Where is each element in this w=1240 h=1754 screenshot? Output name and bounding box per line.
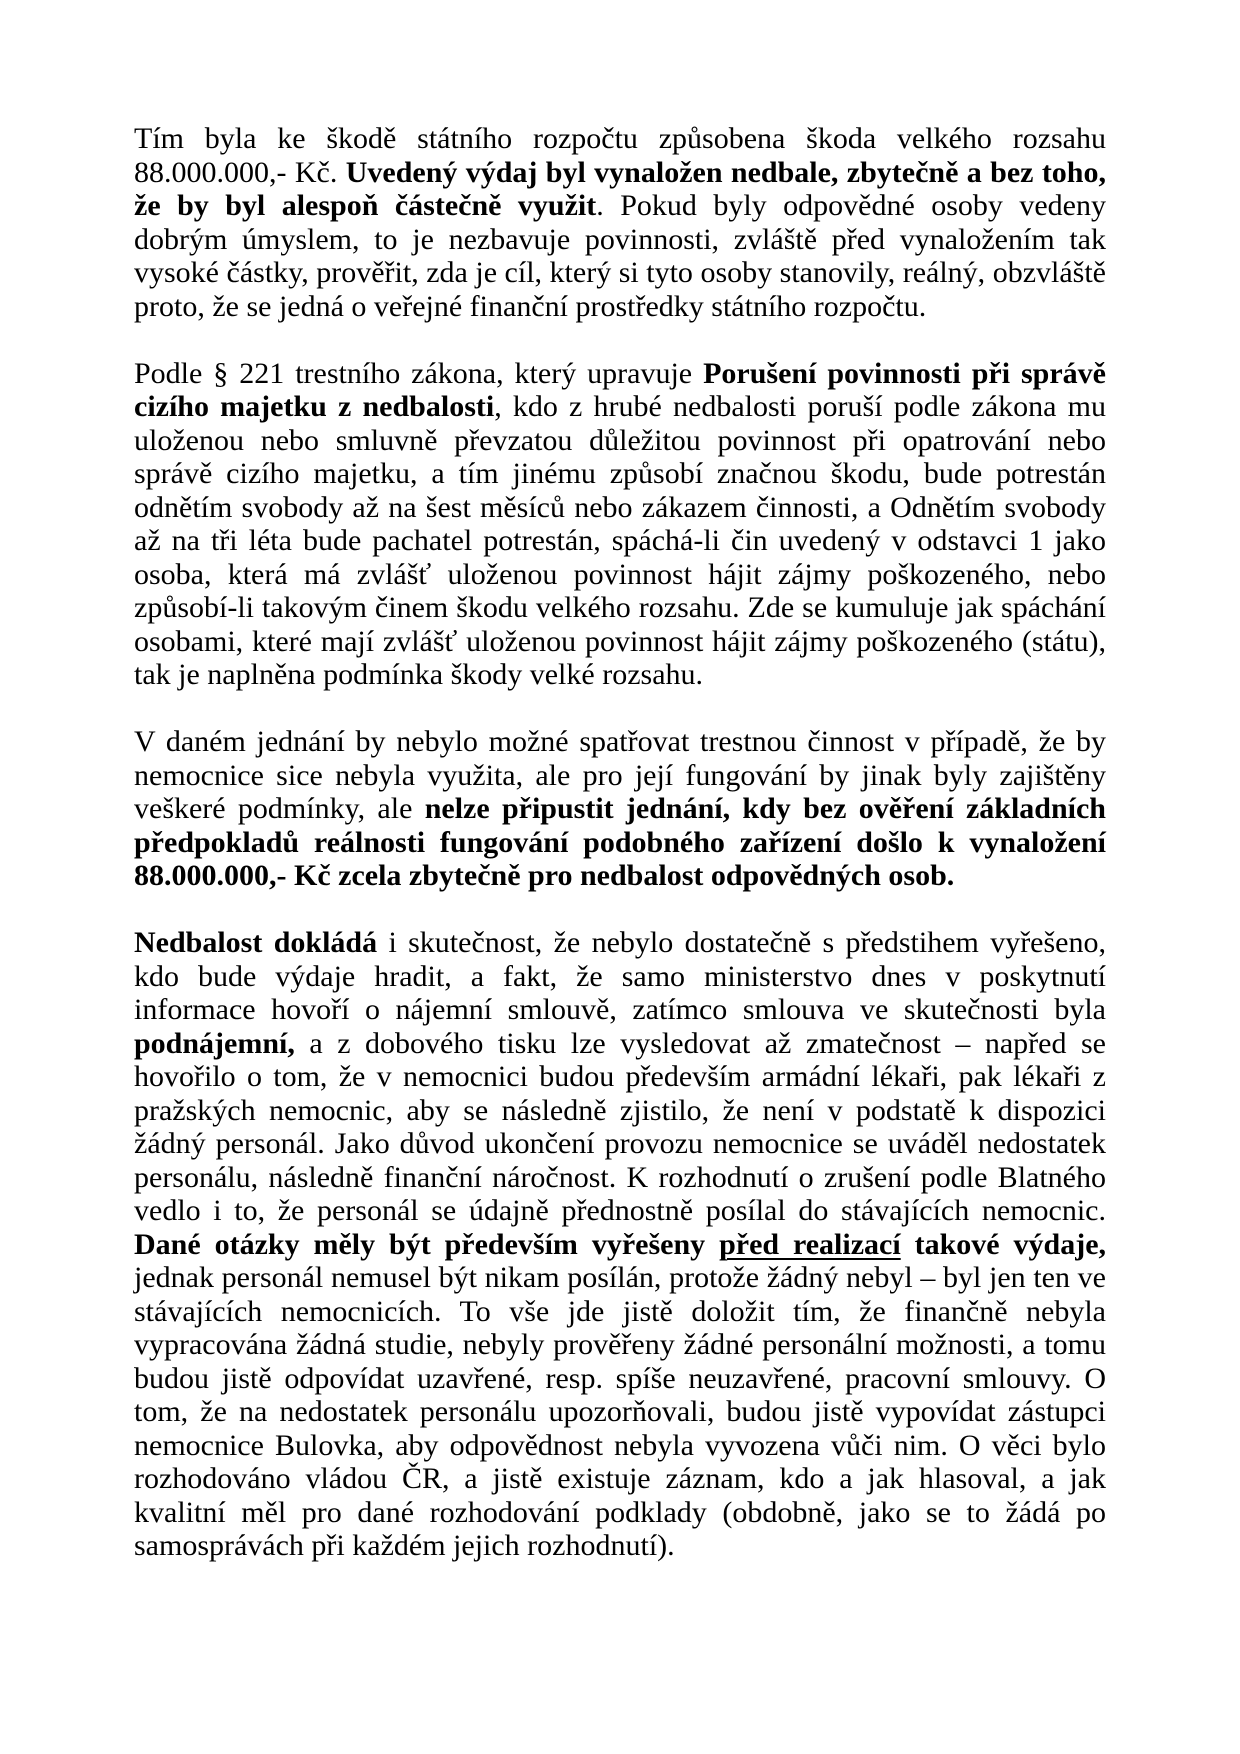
text-run: před realizací [719, 1227, 901, 1261]
text-run: a z dobového tisku lze vysledovat až zmatečnost – napřed se hovořilo o tom, že v nemocnici budou především armádní lékaři, pak lékaři z pražských nemocnic, aby se následně zjistilo, že není v podstatě k dispozici žádný personál. Jako důvod ukončení provozu nemocnice se uváděl nedostatek personálu, následně finanční náročnost. K rozhodnutí o zrušení podle Blatného vedlo i to, že personál se údajně přednostně posílal do stávajících nemocnic. [134, 1026, 1106, 1227]
text-run: . Pokud byly odpovědné osoby vedeny dobrým úmyslem, to je nezbavuje povinnosti, zvláště před vynaložením tak vysoké částky, prověřit, zda je cíl, který si tyto osoby stanovily, reálný, obzvláště proto, že se jedná o veřejné finanční prostředky státního rozpočtu. [134, 189, 1106, 323]
text-run: V daném jednání by nebylo možné spatřovat trestnou činnost v případě, že by nemocnice sice nebyla využita, ale pro její fungování by jinak byly zajištěny veškeré podmínky, ale [134, 725, 1106, 825]
text-run: takové výdaje, [900, 1227, 1107, 1261]
text-run: Tím byla ke škodě státního rozpočtu způsobena škoda velkého rozsahu 88.000.000,- Kč. [134, 122, 1106, 189]
text-run: jednak personál nemusel být nikam posílán, protože žádný nebyl – byl jen ten ve stávajících nemocnicích. To vše jde jistě doložit tím, že finančně nebyla vypracována žádná studie, nebyly prověřeny žádné personální možnosti, a tomu budou jistě odpovídat uzavřené, resp. spíše neuzavřené, pracovní smlouvy. O tom, že na nedostatek personálu upozorňovali, budou jistě vypovídat zástupci nemocnice Bulovka, aby odpovědnost nebyla vyvozena vůči nim. O věci bylo rozhodováno vládou ČR, a jistě existuje záznam, kdo a jak hlasoval, a jak kvalitní měl pro dané rozhodování podklady (obdobně, jako se to žádá po samosprávách při každém jejich rozhodnutí). [134, 1261, 1106, 1562]
paragraph [134, 357, 1106, 692]
paragraph [134, 725, 1106, 893]
text-run: podnájemní, [134, 1026, 295, 1060]
text-run: Dané otázky měly být především vyřešeny [134, 1227, 720, 1261]
text-run: Uvedený výdaj byl vynaložen nedbale, zbytečně a bez toho, že by byl alespoň částečně využit [134, 155, 1106, 222]
paragraph [134, 926, 1106, 1563]
paragraph [134, 122, 1106, 323]
text-run: Podle § 221 trestního zákona, který upravuje [134, 356, 704, 390]
text-run: i skutečnost, že nebylo dostatečně s předstihem vyřešeno, kdo bude výdaje hradit, a fakt, že samo ministerstvo dnes v poskytnutí informace hovoří o nájemní smlouvě, zatímco smlouva ve skutečnosti byla [134, 926, 1106, 1026]
text-run: Porušení povinnosti při správě cizího majetku z nedbalosti [134, 356, 1106, 423]
text-run: , kdo z hrubé nedbalosti poruší podle zákona mu uloženou nebo smluvně převzatou důležitou povinnost při opatrování nebo správě cizího majetku, a tím jinému způsobí značnou škodu, bude potrestán odnětím svobody až na šest měsíců nebo zákazem činnosti, a Odnětím svobody až na tři léta bude pachatel potrestán, spáchá-li čin uvedený v odstavci 1 jako osoba, která má zvlášť uloženou povinnost hájit zájmy poškozeného, nebo způsobí-li takovým činem škodu velkého rozsahu. Zde se kumuluje jak spáchání osobami, které mají zvlášť uloženou povinnost hájit zájmy poškozeného (státu), tak je naplněna podmínka škody velké rozsahu. [134, 390, 1106, 691]
document-body [134, 122, 1106, 1563]
text-run: Nedbalost dokládá [134, 926, 378, 959]
text-run: nelze připustit jednání, kdy bez ověření základních předpokladů reálnosti fungování podobného zařízení došlo k vynaložení 88.000.000,- Kč zcela zbytečně pro nedbalost odpovědných osob. [134, 792, 1106, 892]
